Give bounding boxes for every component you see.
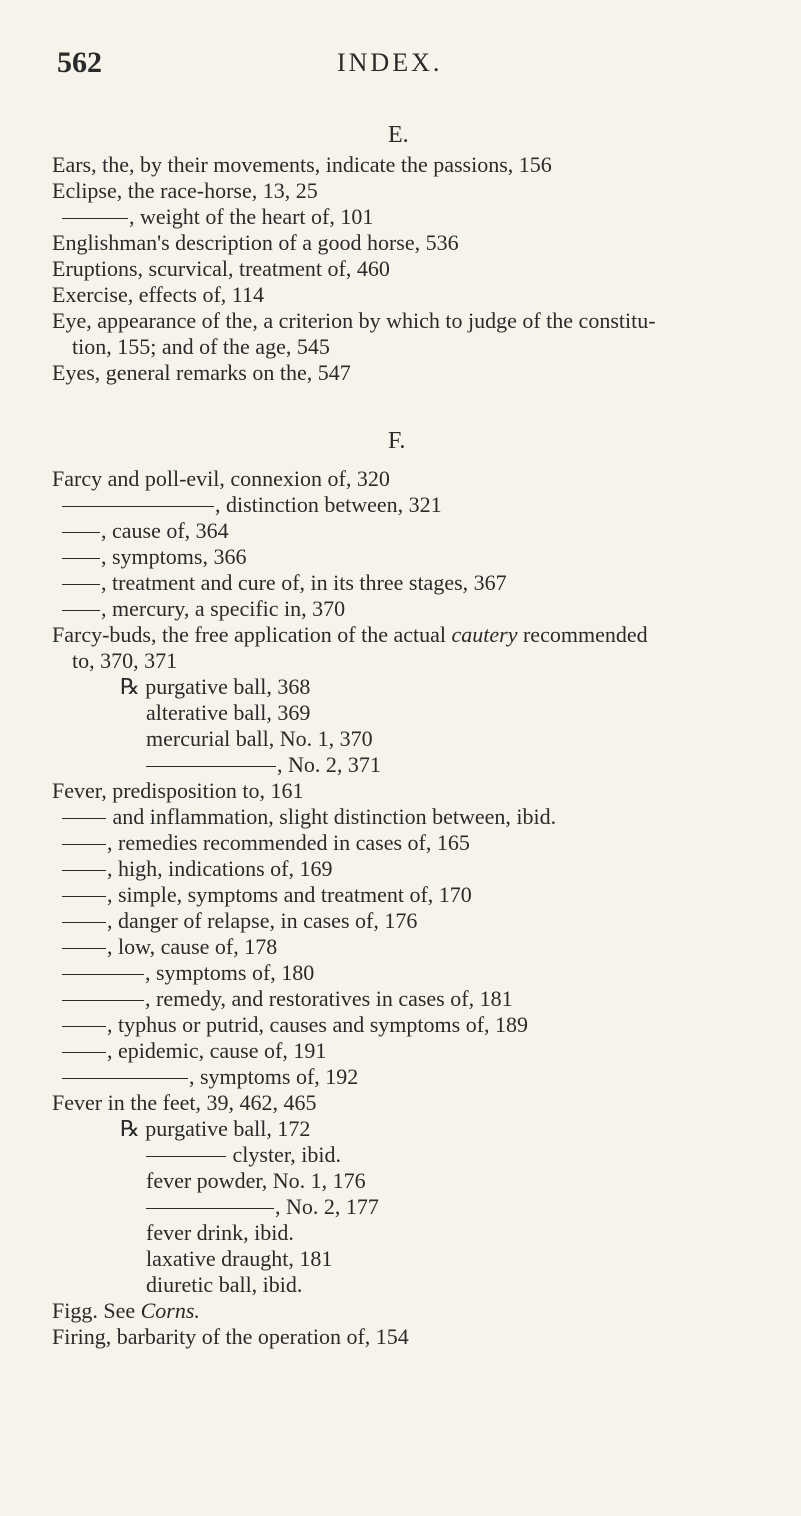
index-entry-text: clyster, ibid. (227, 1142, 341, 1167)
index-entry (146, 1194, 379, 1220)
index-entry (62, 1064, 358, 1090)
index-entry-text: , low, cause of, 178 (107, 934, 278, 959)
ditto-rule (62, 532, 100, 533)
ditto-rule (62, 1078, 188, 1079)
index-entry-text: , weight of the heart of, 101 (129, 204, 374, 229)
ditto-rule (62, 218, 128, 219)
ditto-rule (62, 558, 100, 559)
ditto-rule (146, 766, 276, 767)
ditto-rule (62, 818, 106, 819)
index-entry (62, 544, 246, 570)
index-entry: diuretic ball, ibid. (146, 1272, 303, 1297)
ditto-rule (62, 974, 144, 975)
index-entry-text: , No. 2, 371 (277, 752, 381, 777)
index-entry: Eye, appearance of the, a criterion by which to judge of the constitu- (52, 308, 656, 333)
index-entry: ℞ purgative ball, 172 (120, 1116, 311, 1141)
ditto-rule (62, 1052, 106, 1053)
index-entry: alterative ball, 369 (146, 700, 311, 725)
index-entry-text: Farcy-buds, the free application of the actual (52, 622, 452, 647)
index-entry: mercurial ball, No. 1, 370 (146, 726, 373, 751)
ditto-rule (62, 506, 214, 507)
index-entry-text: , mercury, a specific in, 370 (101, 596, 346, 621)
index-entry-text: recommended (517, 622, 648, 647)
index-entry (62, 204, 373, 230)
index-entry: laxative draught, 181 (146, 1246, 333, 1271)
index-entry (62, 960, 314, 986)
index-entry-text: , remedies recommended in cases of, 165 (107, 830, 470, 855)
index-entry-text: , symptoms, 366 (101, 544, 247, 569)
index-entry (52, 1298, 200, 1324)
index-entry (62, 1038, 326, 1064)
ditto-rule (62, 870, 106, 871)
index-entry (62, 908, 417, 934)
ditto-rule (146, 1208, 274, 1209)
ditto-rule (62, 1026, 106, 1027)
index-entry: Englishman's description of a good horse, 536 (52, 230, 459, 255)
index-entry (62, 830, 470, 856)
index-entry-text: , treatment and cure of, in its three stages, 367 (101, 570, 507, 595)
index-entry (62, 492, 442, 518)
index-entry (62, 804, 556, 830)
index-entry: Eyes, general remarks on the, 547 (52, 360, 351, 385)
page-number: 562 (57, 46, 102, 79)
index-entry: Fever in the feet, 39, 462, 465 (52, 1090, 317, 1115)
index-entry: fever drink, ibid. (146, 1220, 294, 1245)
ditto-rule (62, 844, 106, 845)
section-letter-f: F. (388, 428, 406, 454)
index-entry (62, 518, 229, 544)
index-entry: Fever, predisposition to, 161 (52, 778, 304, 803)
ditto-rule (146, 1156, 226, 1157)
index-entry-text: , high, indications of, 169 (107, 856, 333, 881)
index-entry-text: , cause of, 364 (101, 518, 229, 543)
index-entry-text: , simple, symptoms and treatment of, 170 (107, 882, 472, 907)
index-entry (52, 622, 648, 648)
ditto-rule (62, 1000, 144, 1001)
index-entry-text: Figg. See (52, 1298, 141, 1323)
index-entry: Farcy and poll-evil, connexion of, 320 (52, 466, 390, 491)
index-entry (62, 570, 507, 596)
index-entry (62, 934, 277, 960)
index-entry: Eclipse, the race-horse, 13, 25 (52, 178, 318, 203)
index-entry: tion, 155; and of the age, 545 (72, 334, 330, 359)
index-entry-text: , symptoms of, 192 (189, 1064, 359, 1089)
index-entry-text: , symptoms of, 180 (145, 960, 315, 985)
index-entry (62, 882, 472, 908)
index-entry-text: , distinction between, 321 (215, 492, 442, 517)
index-entry: Firing, barbarity of the operation of, 154 (52, 1324, 409, 1349)
index-entry: ℞ purgative ball, 368 (120, 674, 311, 699)
section-letter-e: E. (388, 122, 409, 148)
index-entry: to, 370, 371 (72, 648, 178, 673)
index-entry: Ears, the, by their movements, indicate the passions, 156 (52, 152, 552, 177)
index-entry: fever powder, No. 1, 176 (146, 1168, 366, 1193)
index-entry (146, 752, 381, 778)
index-entry (62, 986, 513, 1012)
ditto-rule (62, 896, 106, 897)
index-entry-text: , danger of relapse, in cases of, 176 (107, 908, 418, 933)
index-entry-text: , No. 2, 177 (275, 1194, 379, 1219)
index-entry: Eruptions, scurvical, treatment of, 460 (52, 256, 390, 281)
index-entry-italic: Corns. (140, 1298, 200, 1323)
index-entry (62, 856, 332, 882)
index-entry (62, 1012, 528, 1038)
ditto-rule (62, 948, 106, 949)
ditto-rule (62, 584, 100, 585)
index-entry-text: and inflammation, slight distinction between, ibid. (107, 804, 557, 829)
running-head: INDEX. (337, 48, 443, 77)
index-entry (146, 1142, 341, 1168)
index-entry-text: , remedy, and restoratives in cases of, 181 (145, 986, 513, 1011)
index-entry-text: , typhus or putrid, causes and symptoms of, 189 (107, 1012, 529, 1037)
ditto-rule (62, 922, 106, 923)
index-entry: Exercise, effects of, 114 (52, 282, 264, 307)
index-entry-italic: cautery (451, 622, 518, 647)
index-entry-text: , epidemic, cause of, 191 (107, 1038, 327, 1063)
index-entry (62, 596, 345, 622)
ditto-rule (62, 610, 100, 611)
